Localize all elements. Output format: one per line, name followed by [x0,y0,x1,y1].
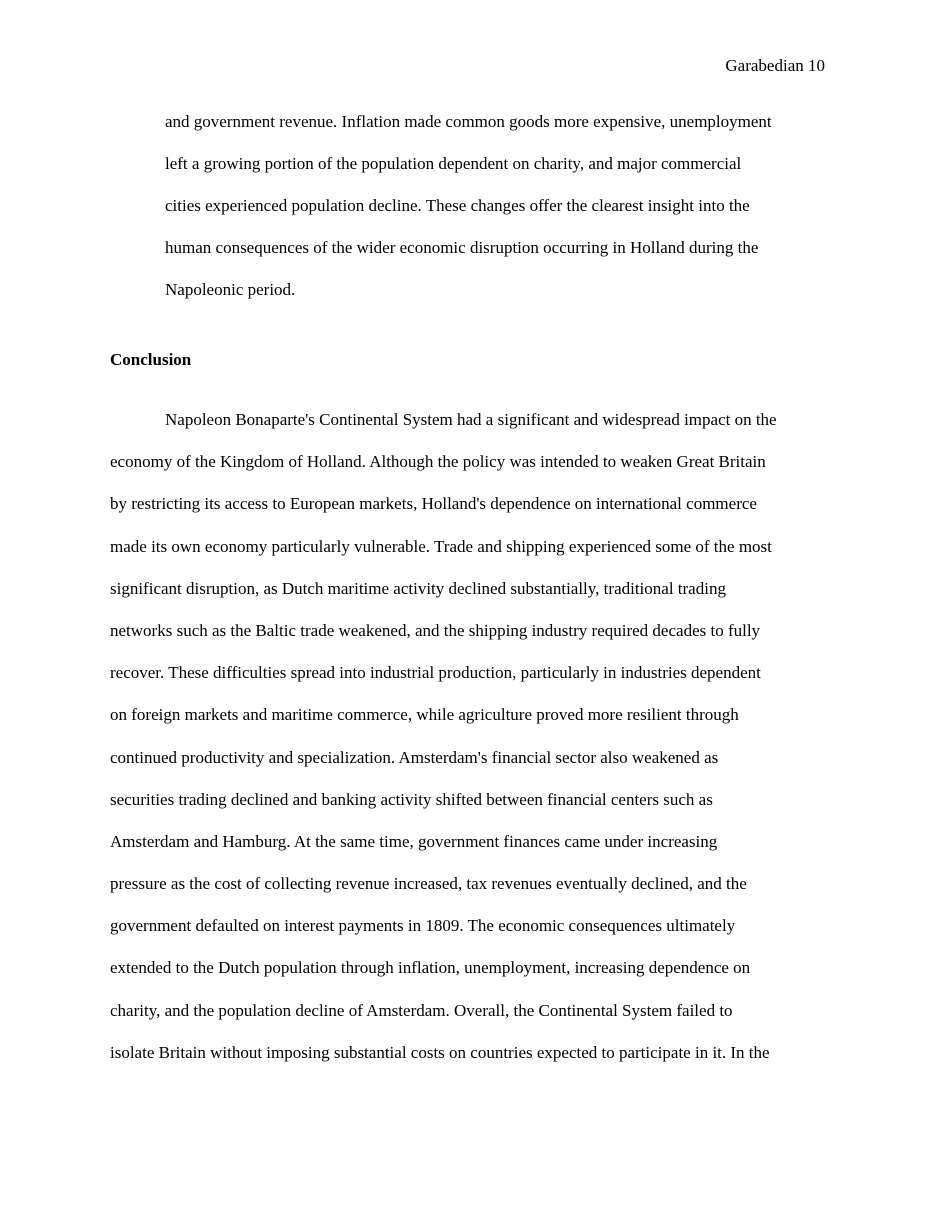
paragraph-line: significant disruption, as Dutch maritime activity declined substantially, traditional trading [110,578,726,598]
paragraph-line: securities trading declined and banking activity shifted between financial centers such as [110,789,713,809]
running-head: Garabedian 10 [725,56,825,75]
conclusion-paragraph [110,410,830,1085]
paragraph-line: on foreign markets and maritime commerce, while agriculture proved more resilient through [110,705,739,725]
paragraph-line: by restricting its access to European markets, Holland's dependence on international commerce [110,494,757,514]
paragraph-line: made its own economy particularly vulnerable. Trade and shipping experienced some of the most [110,536,772,556]
paragraph-line: networks such as the Baltic trade weakened, and the shipping industry required decades to fully [110,620,761,640]
paragraph-line: recover. These difficulties spread into industrial production, particularly in industries dependent [110,663,761,683]
paragraph-line: government defaulted on interest payments in 1809. The economic consequences ultimately [110,916,736,936]
paragraph-line: Napoleon Bonaparte's Continental System had a significant and widespread impact on the [165,410,777,429]
block-quote-line: human consequences of the wider economic disruption occurring in Holland during the [165,238,759,257]
paragraph-line: pressure as the cost of collecting revenue increased, tax revenues eventually declined, and the [110,874,747,894]
section-heading: Conclusion [110,350,192,369]
block-quote [165,112,830,322]
paragraph-line: charity, and the population decline of Amsterdam. Overall, the Continental System failed to [110,1000,733,1020]
paragraph-line: continued productivity and specialization. Amsterdam's financial sector also weakened as [110,747,719,767]
paragraph-line: extended to the Dutch population through inflation, unemployment, increasing dependence on [110,958,751,978]
paragraph-line: Amsterdam and Hamburg. At the same time, government finances came under increasing [110,831,718,851]
block-quote-line: and government revenue. Inflation made common goods more expensive, unemployment [165,112,772,131]
block-quote-line: Napoleonic period. [165,280,296,299]
block-quote-line: cities experienced population decline. These changes offer the clearest insight into the [165,196,750,215]
paragraph-line: economy of the Kingdom of Holland. Although the policy was intended to weaken Great Britain [110,452,766,472]
block-quote-line: left a growing portion of the population dependent on charity, and major commercial [165,154,742,173]
paragraph-line: isolate Britain without imposing substantial costs on countries expected to participate in it. In the [110,1042,770,1062]
